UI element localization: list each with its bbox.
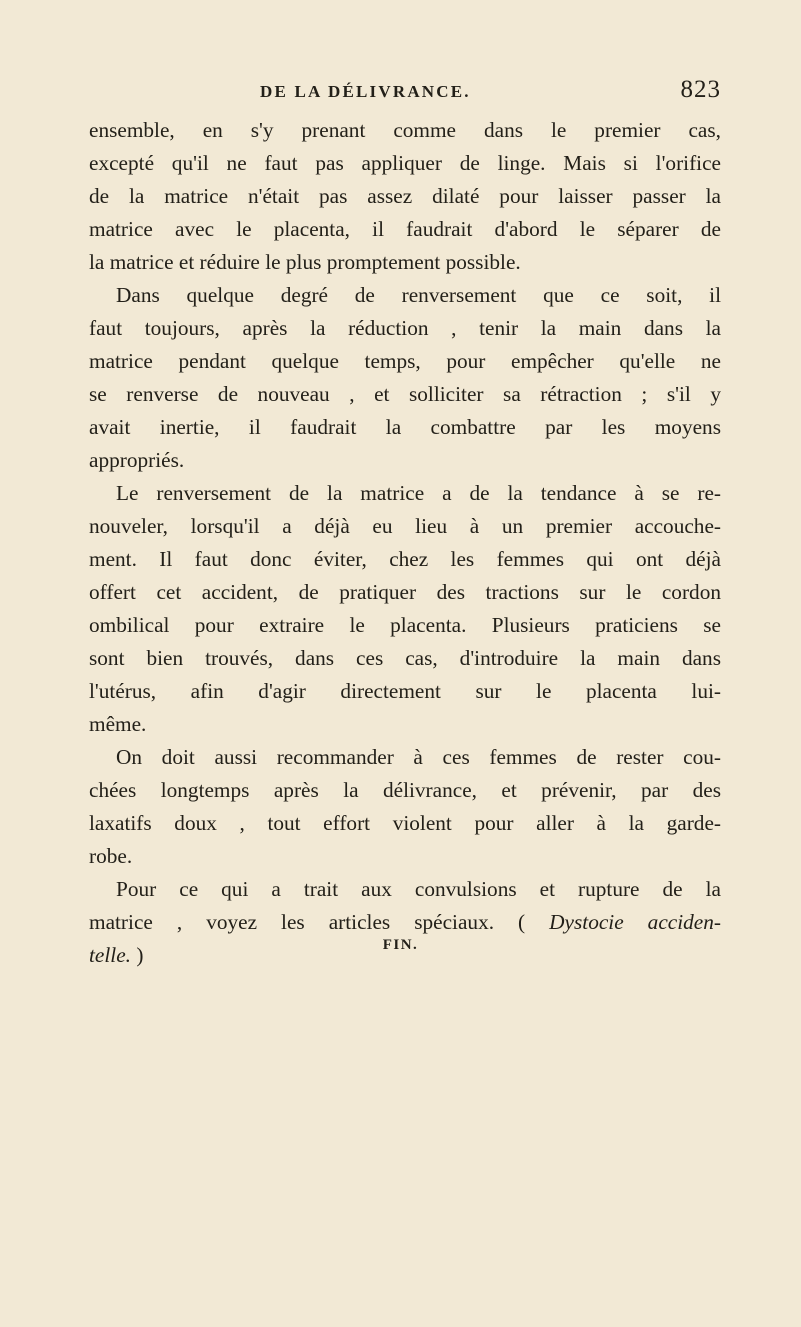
text-line: l'utérus, afin d'agir directement sur le placenta lui- [89,679,721,703]
text-line: Le renversement de la matrice a de la tendance à se re- [116,481,721,505]
text-line: de la matrice n'était pas assez dilaté pour laisser passer la [89,184,721,208]
text-run: ) [136,943,144,967]
text-line: matrice pendant quelque temps, pour empêcher qu'elle ne [89,349,721,373]
text-line: chées longtemps après la délivrance, et prévenir, par des [89,778,721,802]
fin-label: FIN. [382,937,419,953]
text-run: matrice , voyez les articles spéciaux. ( [89,910,550,934]
text-line: se renverse de nouveau , et solliciter sa rétraction ; s'il y [89,382,721,406]
text-line: même. [89,712,147,736]
text-line: laxatifs doux , tout effort violent pour aller à la garde- [89,811,721,835]
body-text [89,114,721,972]
text-line: nouveler, lorsqu'il a déjà eu lieu à un premier accouche- [89,514,721,538]
text-line: ombilical pour extraire le placenta. Plusieurs praticiens se [89,613,721,637]
page-number: 823 [680,76,721,103]
running-head: DE LA DÉLIVRANCE. [260,82,471,101]
text-line: sont bien trouvés, dans ces cas, d'introduire la main dans [89,646,721,670]
text-line: excepté qu'il ne faut pas appliquer de linge. Mais si l'orifice [89,151,721,175]
text-line: Pour ce qui a trait aux convulsions et rupture de la [116,877,721,901]
text-line: la matrice et réduire le plus promptement possible. [89,250,521,274]
text-line: ensemble, en s'y prenant comme dans le premier cas, [89,118,721,142]
italic-title: Dystocie acciden- [549,910,721,934]
text-line: Dans quelque degré de renversement que ce soit, il [116,283,721,307]
text-line: matrice avec le placenta, il faudrait d'abord le séparer de [89,217,721,241]
text-line: appropriés. [89,448,185,472]
text-line [89,906,721,939]
text-line: robe. [89,844,133,868]
italic-title: telle. [89,943,131,967]
text-line: offert cet accident, de pratiquer des tractions sur le cordon [89,580,721,604]
text-line: avait inertie, il faudrait la combattre par les moyens [89,415,721,439]
text-line: On doit aussi recommander à ces femmes de rester cou- [116,745,721,769]
page-header [89,76,721,110]
text-line: faut toujours, après la réduction , tenir la main dans la [89,316,721,340]
text-line: ment. Il faut donc éviter, chez les femmes qui ont déjà [89,547,721,571]
